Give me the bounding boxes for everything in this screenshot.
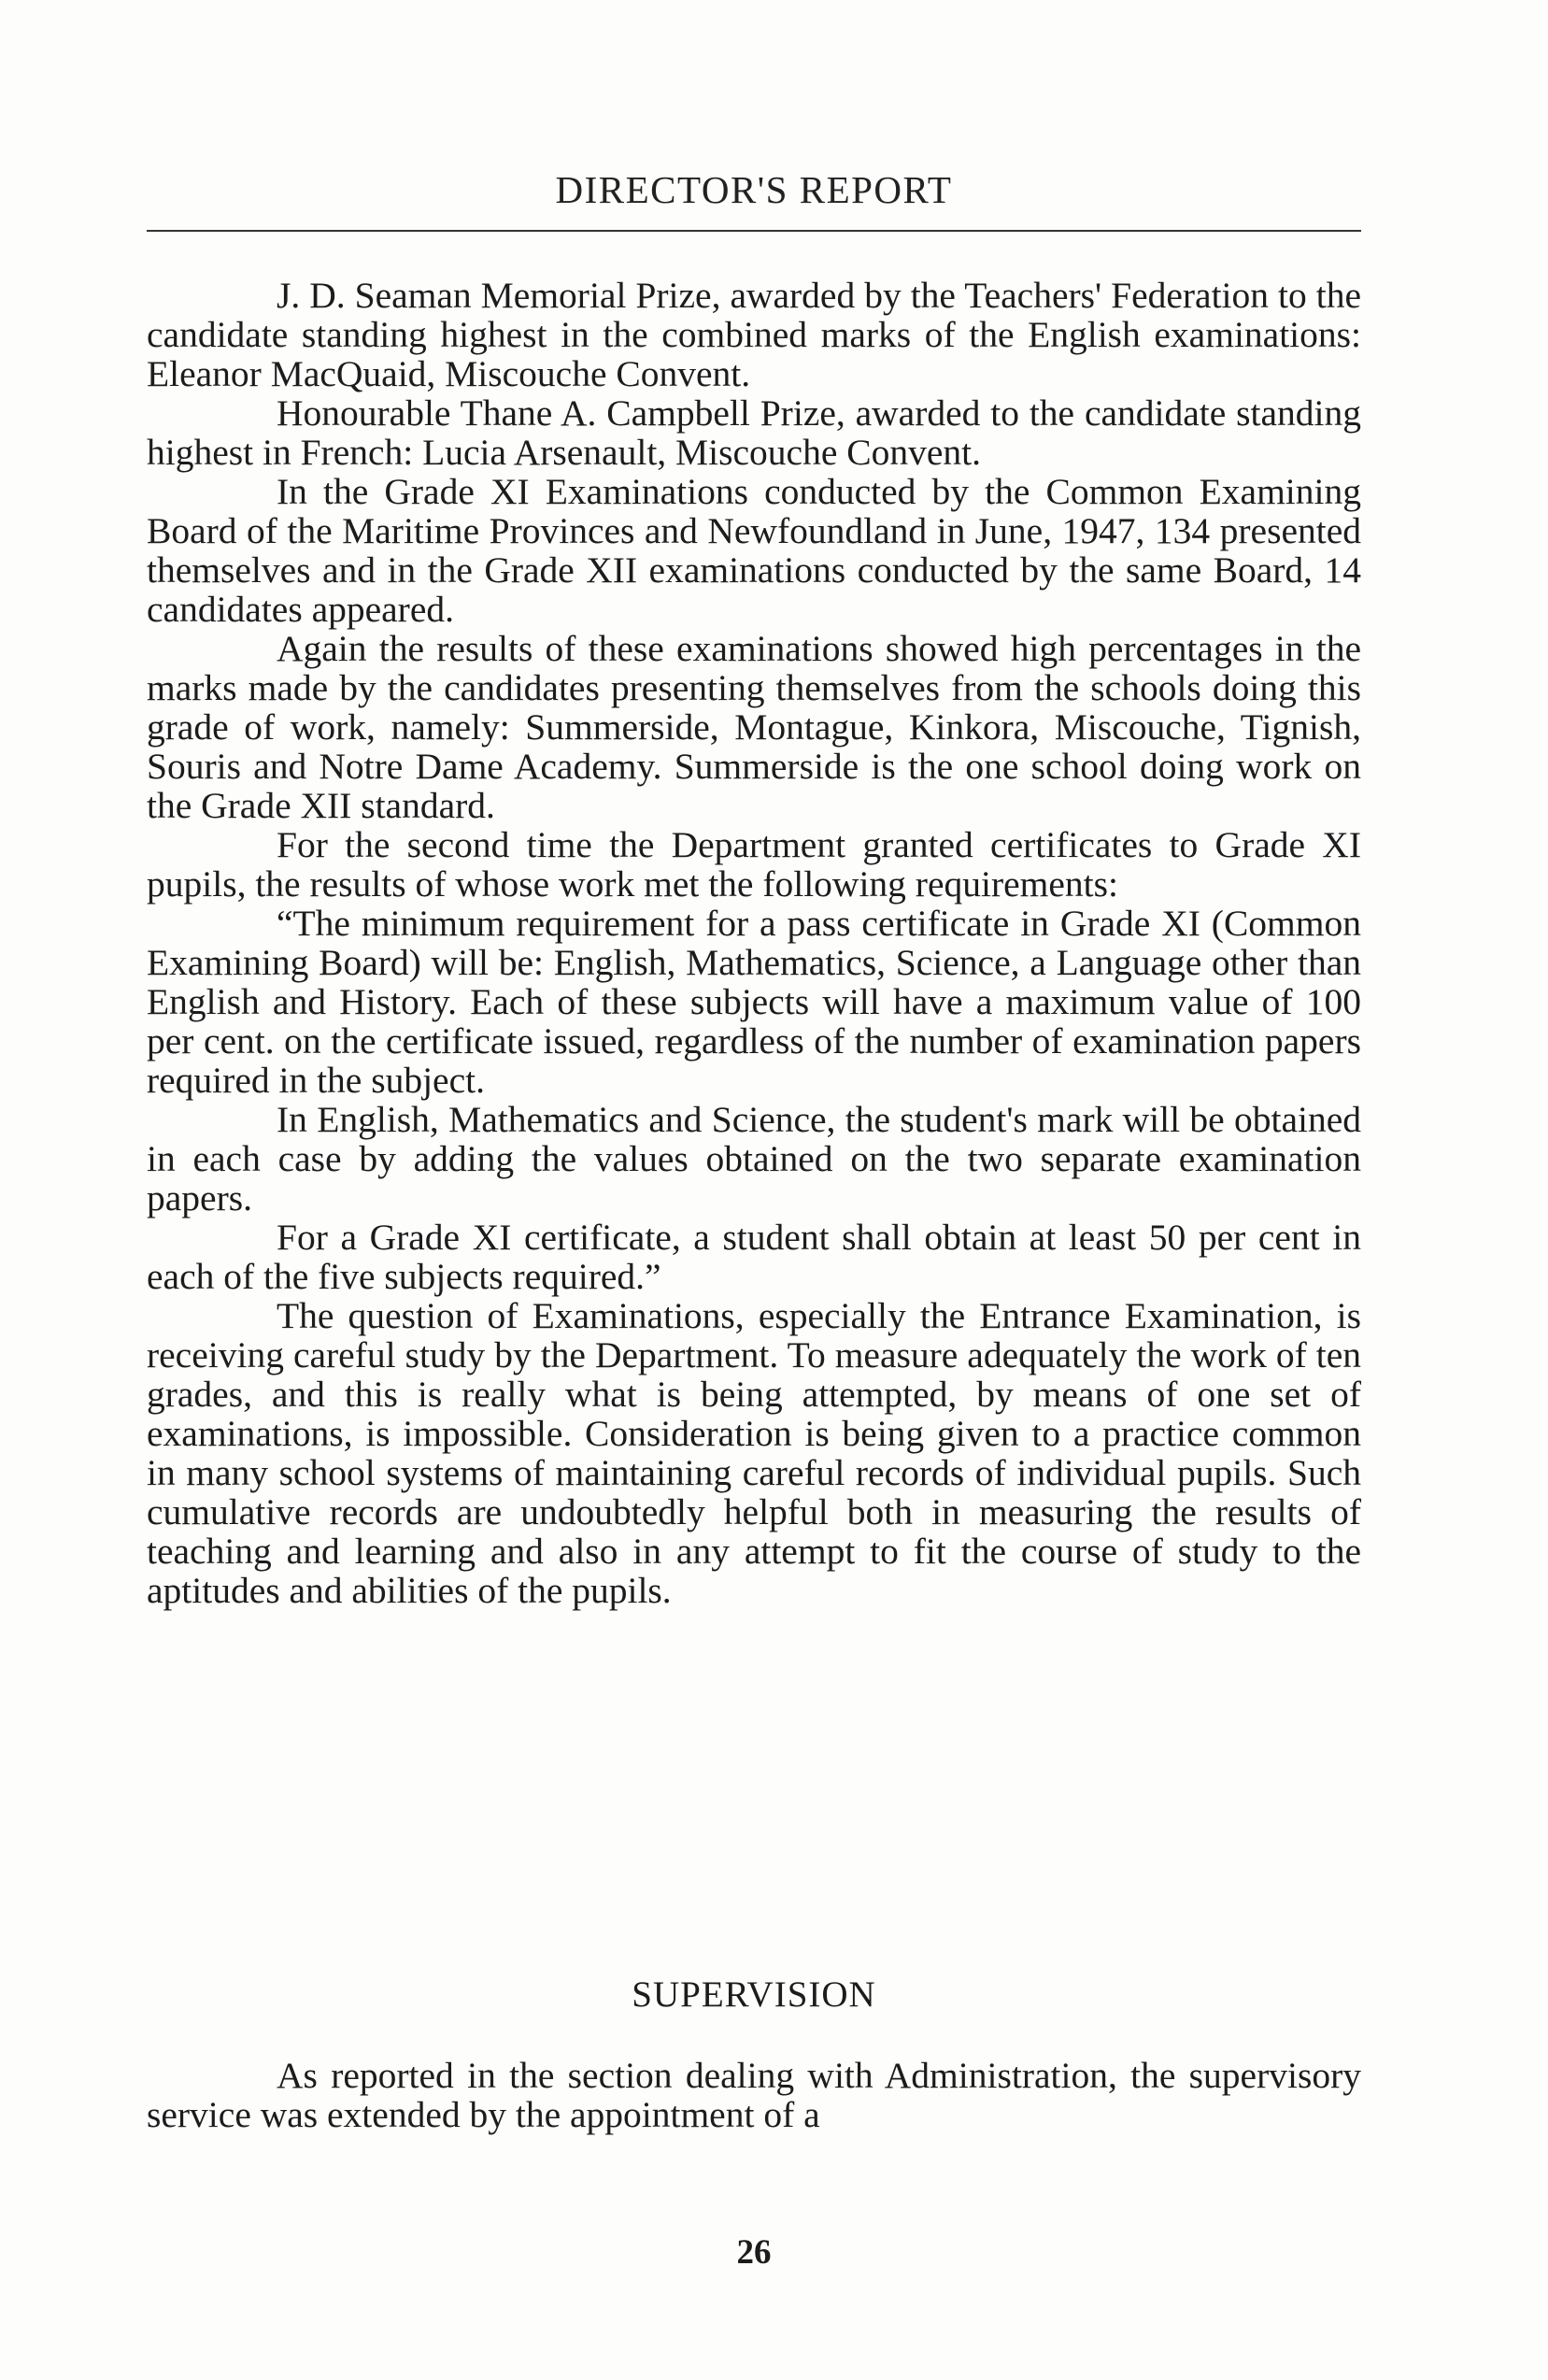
paragraph: In the Grade XI Examinations conducted by the Common Examining Board of the Maritime Provinces and Newfoundland in June, 1947, 134 presented themselves and in the Grade XII examinations conducted by the same Board, 14 candidates appeared. — [147, 471, 1361, 630]
section-heading: SUPERVISION — [632, 1974, 876, 2015]
paragraph: For a Grade XI certificate, a student shall obtain at least 50 per cent in each of the five subjects required.” — [147, 1217, 1361, 1297]
body-text — [147, 276, 1361, 1610]
paragraph: In English, Mathematics and Science, the student's mark will be obtained in each case by adding the values obtained on the two separate examination papers. — [147, 1099, 1361, 1219]
page-number: 26 — [736, 2233, 772, 2272]
paragraph: For the second time the Department granted certificates to Grade XI pupils, the results of whose work met the following requirements: — [147, 824, 1361, 905]
header-rule — [147, 230, 1361, 232]
paragraph: Again the results of these examinations showed high percentages in the marks made by the candidates presenting themselves from the schools doing this grade of work, namely: Summerside, Montague, Kinkora, Miscouche, Tignish, Souris and Notre Dame Academy. Summerside is the one school doing work on the Grade XII standard. — [147, 628, 1361, 826]
paragraph: The question of Examinations, especially the Entrance Examination, is receiving careful study by the Department. To measure adequately the work of ten grades, and this is really what is being attempted, by means of one set of examinations, is impossible. Consideration is being given to a practice common in many school systems of maintaining careful records of individual pupils. Such cumulative records are undoubtedly helpful both in measuring the results of teaching and learning and also in any attempt to fit the course of study to the aptitudes and abilities of the pupils. — [147, 1295, 1361, 1611]
running-header: DIRECTOR'S REPORT — [555, 168, 953, 211]
section-body-text — [147, 2056, 1361, 2134]
paragraph: “The minimum requirement for a pass certificate in Grade XI (Common Examining Board) will be: English, Mathematics, Science, a Language other than English and History. Each of these subjects will have a maximum value of 100 per cent. on the certificate issued, regardless of the number of examination papers required in the subject. — [147, 903, 1361, 1101]
paragraph: Honourable Thane A. Campbell Prize, awarded to the candidate standing highest in French: Lucia Arsenault, Miscouche Convent. — [147, 392, 1361, 473]
paragraph: J. D. Seaman Memorial Prize, awarded by the Teachers' Federation to the candidate standing highest in the combined marks of the English examinations: Eleanor MacQuaid, Miscouche Convent. — [147, 275, 1361, 394]
paragraph: As reported in the section dealing with Administration, the supervisory service was extended by the appointment of a — [147, 2055, 1361, 2135]
